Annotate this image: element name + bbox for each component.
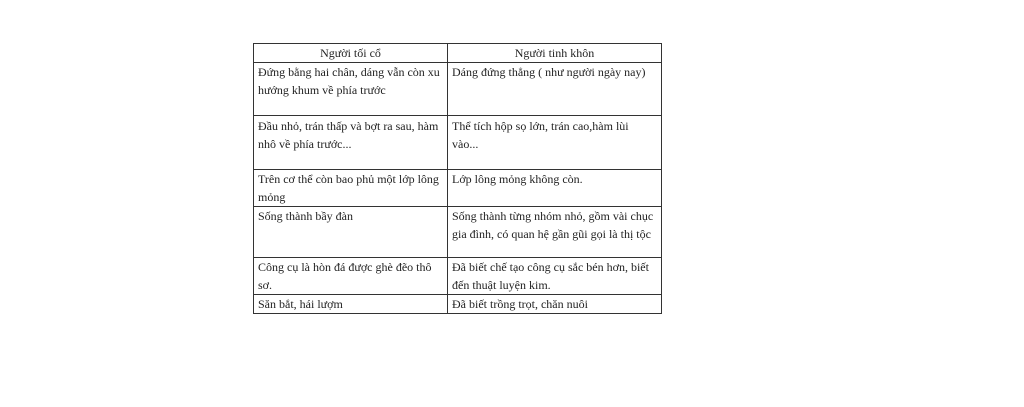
cell-tinh-khon: Thể tích hộp sọ lớn, trán cao,hàm lùi vào... [448, 116, 662, 170]
table-row [254, 116, 662, 170]
table-row [254, 63, 662, 116]
table-row [254, 207, 662, 258]
cell-tinh-khon: Đã biết trồng trọt, chăn nuôi [448, 295, 662, 314]
cell-toi-co: Đứng bằng hai chân, dáng vẫn còn xu hướng khum về phía trước [254, 63, 448, 116]
cell-tinh-khon: Đã biết chế tạo công cụ sắc bén hơn, biết đến thuật luyện kim. [448, 258, 662, 295]
header-nguoi-toi-co: Người tối cổ [254, 44, 448, 63]
table-row [254, 170, 662, 207]
cell-toi-co: Công cụ là hòn đá được ghè đẽo thô sơ. [254, 258, 448, 295]
cell-tinh-khon: Dáng đứng thẳng ( như người ngày nay) [448, 63, 662, 116]
table-row [254, 258, 662, 295]
cell-toi-co: Sống thành bầy đàn [254, 207, 448, 258]
cell-tinh-khon: Lớp lông mỏng không còn. [448, 170, 662, 207]
header-nguoi-tinh-khon: Người tinh khôn [448, 44, 662, 63]
cell-toi-co: Đầu nhỏ, trán thấp và bợt ra sau, hàm nhô về phía trước... [254, 116, 448, 170]
cell-toi-co: Săn bắt, hái lượm [254, 295, 448, 314]
table-row [254, 295, 662, 314]
cell-tinh-khon: Sống thành từng nhóm nhỏ, gồm vài chục gia đình, có quan hệ gần gũi gọi là thị tộc [448, 207, 662, 258]
table-header-row [254, 44, 662, 63]
cell-toi-co: Trên cơ thể còn bao phủ một lớp lông mỏng [254, 170, 448, 207]
comparison-table [253, 43, 662, 314]
